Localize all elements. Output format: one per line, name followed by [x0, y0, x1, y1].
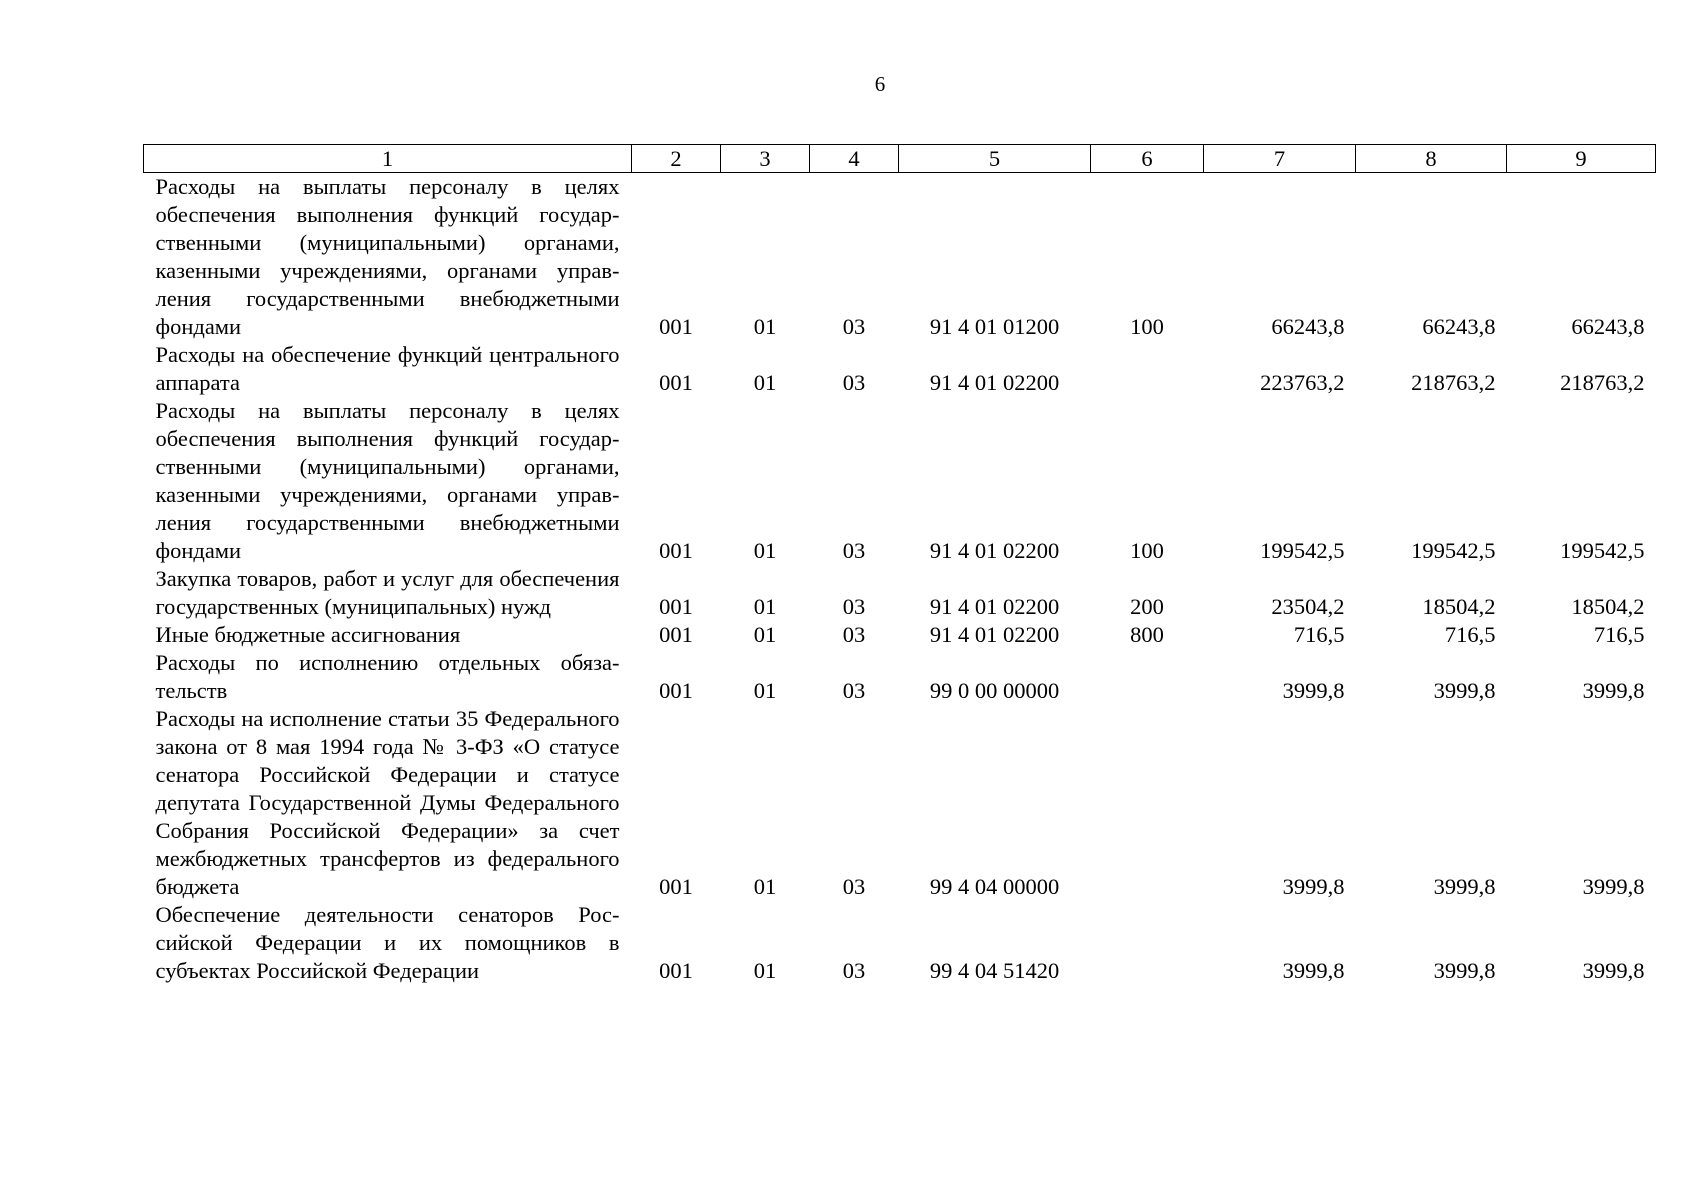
table-row [144, 621, 1656, 649]
amount-col9: 3999,8 [1582, 678, 1645, 703]
target-article-code: 91 4 01 02200 [929, 370, 1060, 395]
subsection-code: 03 [842, 594, 866, 619]
section-code: 01 [753, 622, 777, 647]
admin-code: 001 [659, 594, 693, 619]
amount-col8: 3999,8 [1433, 958, 1496, 983]
col-header: 4 [810, 145, 899, 173]
subsection-code: 03 [842, 958, 866, 983]
target-article-code: 99 0 00 00000 [929, 678, 1060, 703]
expense-name: Иные бюджетные ассигнования [155, 622, 461, 647]
amount-col9: 218763,2 [1560, 370, 1645, 395]
subsection-code: 03 [842, 874, 866, 899]
amount-col7: 3999,8 [1282, 678, 1345, 703]
expense-name: Расходы на обеспечение функций центрального аппарата [155, 342, 620, 395]
amount-col7: 223763,2 [1260, 370, 1345, 395]
amount-col8: 199542,5 [1411, 538, 1496, 563]
amount-col9: 199542,5 [1560, 538, 1645, 563]
col-header: 2 [632, 145, 721, 173]
amount-col7: 3999,8 [1282, 958, 1345, 983]
amount-col7: 23504,2 [1271, 594, 1345, 619]
col-header: 6 [1091, 145, 1204, 173]
header-row [144, 145, 1656, 173]
amount-col8: 18504,2 [1422, 594, 1496, 619]
col-header: 1 [144, 145, 632, 173]
expense-type-code [1091, 341, 1204, 397]
target-article-code: 91 4 01 01200 [929, 314, 1060, 339]
target-article-code: 99 4 04 00000 [929, 874, 1060, 899]
amount-col7: 3999,8 [1282, 874, 1345, 899]
col-header: 5 [899, 145, 1091, 173]
amount-col8: 218763,2 [1411, 370, 1496, 395]
amount-col8: 3999,8 [1433, 874, 1496, 899]
admin-code: 001 [659, 678, 693, 703]
expense-name: Расходы по исполнению отдельных обязательств [155, 650, 620, 703]
subsection-code: 03 [842, 622, 866, 647]
expense-type-code: 200 [1130, 594, 1164, 619]
col-header: 8 [1356, 145, 1507, 173]
admin-code: 001 [659, 370, 693, 395]
subsection-code: 03 [842, 678, 866, 703]
subsection-code: 03 [842, 314, 866, 339]
amount-col9: 3999,8 [1582, 958, 1645, 983]
amount-col9: 18504,2 [1571, 594, 1645, 619]
budget-table [143, 144, 1656, 985]
subsection-code: 03 [842, 538, 866, 563]
expense-name: Закупка товаров, работ и услуг для обеспечения государственных (муниципальных) нужд [155, 566, 620, 619]
expense-name: Расходы на выплаты персоналу в целях обеспечения выполнения функций государственными (муниципальными) органами, казенными учреждениями, органами управления государственными внебюджетными фондами [155, 174, 620, 339]
amount-col8: 66243,8 [1422, 314, 1496, 339]
amount-col9: 66243,8 [1571, 314, 1645, 339]
target-article-code: 91 4 01 02200 [929, 622, 1060, 647]
table-row [144, 341, 1656, 397]
section-code: 01 [753, 874, 777, 899]
section-code: 01 [753, 678, 777, 703]
admin-code: 001 [659, 538, 693, 563]
table-row [144, 705, 1656, 901]
amount-col8: 3999,8 [1433, 678, 1496, 703]
expense-type-code [1091, 901, 1204, 985]
col-header: 7 [1204, 145, 1356, 173]
expense-name: Обеспечение деятельности сенаторов Российской Федерации и их помощников в субъектах Российской Федерации [155, 902, 620, 983]
admin-code: 001 [659, 314, 693, 339]
target-article-code: 91 4 01 02200 [929, 594, 1060, 619]
target-article-code: 91 4 01 02200 [929, 538, 1060, 563]
expense-type-code: 100 [1130, 314, 1164, 339]
admin-code: 001 [659, 622, 693, 647]
target-article-code: 99 4 04 51420 [929, 958, 1060, 983]
table-row [144, 173, 1656, 342]
section-code: 01 [753, 594, 777, 619]
table-row [144, 649, 1656, 705]
amount-col9: 716,5 [1593, 622, 1645, 647]
expense-name: Расходы на исполнение статьи 35 Федерального закона от 8 мая 1994 года № 3-ФЗ «О статусе сенатора Российской Федерации и статусе депутата Государственной Думы Федерального Собрания Российской Федерации» за счет межбюджетных трансфертов из федерального бюджета [155, 706, 620, 899]
admin-code: 001 [659, 958, 693, 983]
subsection-code: 03 [842, 370, 866, 395]
section-code: 01 [753, 958, 777, 983]
col-header: 3 [721, 145, 810, 173]
section-code: 01 [753, 370, 777, 395]
col-header: 9 [1507, 145, 1656, 173]
table-row [144, 901, 1656, 985]
table-row [144, 565, 1656, 621]
amount-col7: 716,5 [1293, 622, 1345, 647]
section-code: 01 [753, 538, 777, 563]
expense-type-code: 800 [1130, 622, 1164, 647]
page-number: 6 [874, 72, 886, 96]
expense-type-code: 100 [1130, 538, 1164, 563]
section-code: 01 [753, 314, 777, 339]
expense-name: Расходы на выплаты персоналу в целях обеспечения выполнения функций государственными (муниципальными) органами, казенными учреждениями, органами управления государственными внебюджетными фондами [155, 398, 620, 563]
expense-type-code [1091, 649, 1204, 705]
table-row [144, 397, 1656, 565]
admin-code: 001 [659, 874, 693, 899]
amount-col9: 3999,8 [1582, 874, 1645, 899]
amount-col8: 716,5 [1444, 622, 1496, 647]
amount-col7: 199542,5 [1260, 538, 1345, 563]
amount-col7: 66243,8 [1271, 314, 1345, 339]
expense-type-code [1091, 705, 1204, 901]
